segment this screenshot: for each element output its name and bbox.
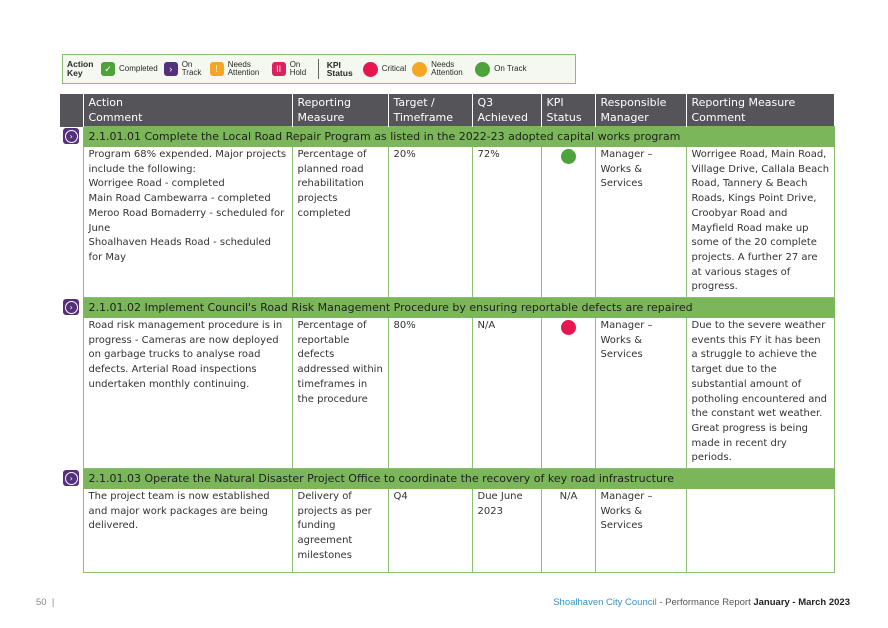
legend-divider: [318, 59, 319, 79]
legend-label: Needs Attention: [431, 59, 463, 77]
on-track-dot-icon: [475, 62, 490, 77]
header-achieved: Q3 Achieved: [472, 94, 541, 127]
responsible-manager: Manager – Works & Services: [595, 147, 686, 298]
q3-achieved: N/A: [472, 318, 541, 469]
legend-kpi-needs-attention: [412, 61, 469, 78]
reporting-measure: Delivery of projects as per funding agreement milestones: [292, 489, 388, 573]
reporting-measure: Percentage of reportable defects addressed within timeframes in the procedure: [292, 318, 388, 469]
legend-completed: [101, 62, 158, 76]
target-timeframe: 80%: [388, 318, 472, 469]
status-cell: [60, 298, 83, 318]
kpi-status-title: KPI Status: [326, 59, 353, 78]
legend-label: Critical: [381, 63, 407, 73]
needs-attention-dot-icon: [412, 62, 427, 77]
legend-critical: [363, 62, 406, 77]
action-title-row: [60, 298, 834, 318]
report-period: January - March 2023: [753, 597, 850, 608]
legend-label: On Track: [494, 63, 527, 73]
action-title: 2.1.01.03 Operate the Natural Disaster Project Office to coordinate the recovery of key road infrastructure: [83, 469, 834, 489]
kpi-status-cell: N/A: [541, 489, 595, 573]
on-track-status-icon: ›: [63, 470, 79, 486]
action-title-row: [60, 127, 834, 147]
report-footer: Shoalhaven City Council - Performance Report January - March 2023: [553, 597, 850, 608]
action-comment: The project team is now established and major work packages are being delivered.: [83, 489, 292, 573]
action-key-title: Action Key: [67, 59, 94, 78]
action-key-legend: [62, 54, 576, 84]
action-detail-row: [60, 318, 834, 469]
q3-achieved: 72%: [472, 147, 541, 298]
kpi-status-cell: [541, 147, 595, 298]
action-title: 2.1.01.02 Implement Council's Road Risk Management Procedure by ensuring reportable defects are repaired: [83, 298, 834, 318]
council-name: Shoalhaven City Council: [553, 597, 657, 608]
header-measure-comment: Reporting Measure Comment: [686, 94, 834, 127]
legend-on-track: [164, 61, 204, 78]
status-cell: [60, 469, 83, 489]
on-track-status-icon: ›: [63, 299, 79, 315]
legend-kpi-on-track: [475, 62, 526, 77]
legend-needs-attention: [210, 61, 266, 78]
target-timeframe: 20%: [388, 147, 472, 298]
page-number: 50 |: [36, 597, 55, 608]
kpi-status-dot-icon: [561, 320, 576, 335]
table-header-row: [60, 94, 834, 127]
target-timeframe: Q4: [388, 489, 472, 573]
header-reporting-measure: Reporting Measure: [292, 94, 388, 127]
measure-comment: [686, 489, 834, 573]
performance-table: [60, 94, 835, 573]
action-title-row: [60, 469, 834, 489]
legend-on-hold: [272, 61, 310, 78]
measure-comment: Worrigee Road, Main Road, Village Drive, Callala Beach Road, Tannery & Beach Roads, Kings Point Drive, Croobyar Road and Mayfield Road make up some of the 20 complete projects. A further 27 are at various stages of progress.: [686, 147, 834, 298]
action-title: 2.1.01.01 Complete the Local Road Repair Program as listed in the 2022-23 adopted capital works program: [83, 127, 834, 147]
kpi-status-cell: [541, 318, 595, 469]
pause-icon: II: [272, 62, 286, 76]
legend-label: Needs Attention: [227, 59, 260, 77]
on-track-status-icon: ›: [63, 128, 79, 144]
reporting-measure: Percentage of planned road rehabilitation projects completed: [292, 147, 388, 298]
check-icon: ✓: [101, 62, 115, 76]
q3-achieved: Due June 2023: [472, 489, 541, 573]
responsible-manager: Manager – Works & Services: [595, 489, 686, 573]
legend-label: Completed: [119, 63, 158, 73]
header-target: Target / Timeframe: [388, 94, 472, 127]
header-kpi-status: KPI Status: [541, 94, 595, 127]
header-responsible-manager: Responsible Manager: [595, 94, 686, 127]
action-detail-row: [60, 147, 834, 298]
measure-comment: Due to the severe weather events this FY it has been a struggle to achieve the target due to the substantial amount of potholing encountered and the constant wet weather. Great progress is being made in recent dry periods.: [686, 318, 834, 469]
exclamation-icon: !: [210, 62, 224, 76]
header-action-comment: Action Comment: [83, 94, 292, 127]
action-comment: Program 68% expended. Major projects include the following: Worrigee Road - completed Main Road Cambewarra - completed Meroo Road Bomaderry - scheduled for June Shoalhaven Heads Road - scheduled for May: [83, 147, 292, 298]
legend-label: On Track: [181, 59, 202, 77]
header-blank: [60, 94, 83, 127]
action-comment: Road risk management procedure is in progress - Cameras are now deployed on garbage trucks to analyse road defects. Arterial Road inspections undertaken monthly continuing.: [83, 318, 292, 469]
kpi-status-dot-icon: [561, 149, 576, 164]
critical-dot-icon: [363, 62, 378, 77]
chevron-right-icon: ›: [164, 62, 178, 76]
action-detail-row: [60, 489, 834, 573]
legend-label: On Hold: [289, 59, 307, 77]
status-cell: [60, 127, 83, 147]
responsible-manager: Manager – Works & Services: [595, 318, 686, 469]
